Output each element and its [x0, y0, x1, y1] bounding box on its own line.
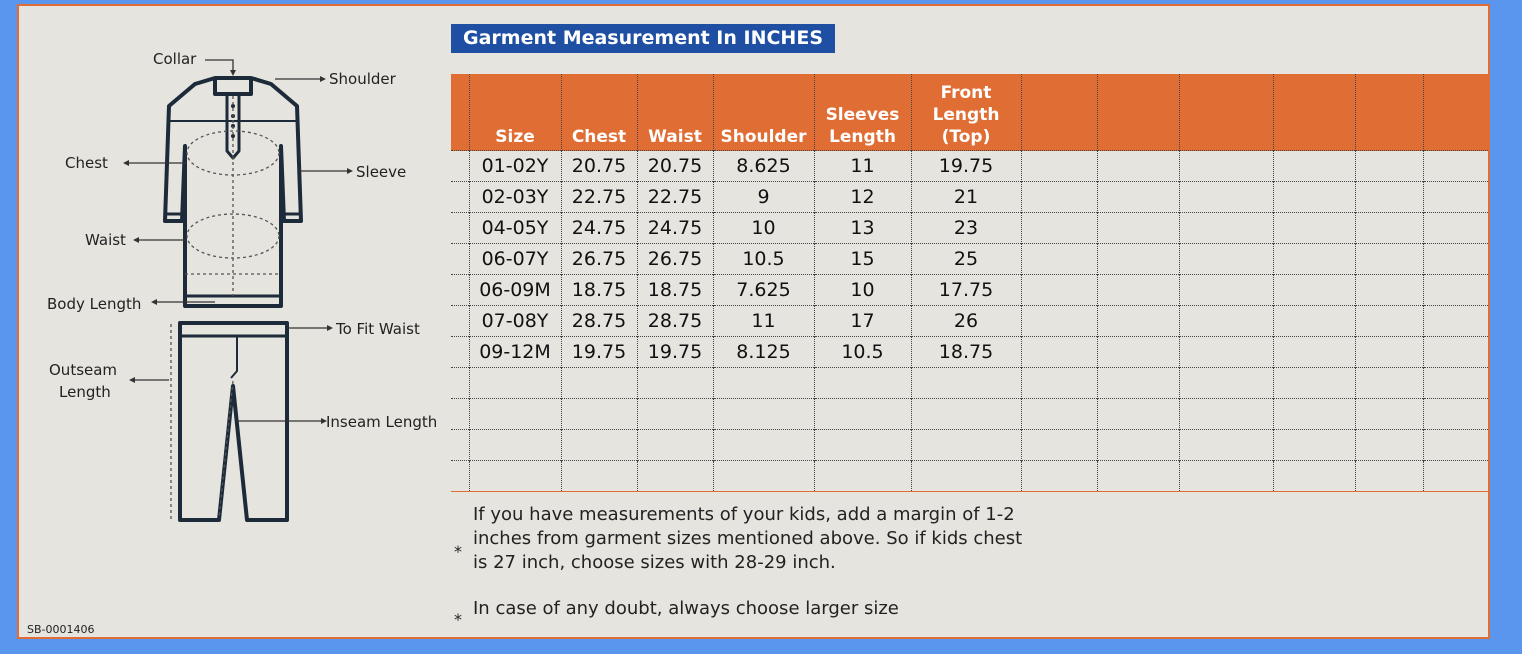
- table-cell: [814, 368, 911, 399]
- table-row: [451, 368, 1488, 399]
- garment-diagram: [19, 6, 469, 637]
- table-cell: [1179, 399, 1273, 430]
- table-row: [451, 182, 1488, 213]
- table-cell: 10: [814, 275, 911, 306]
- table-cell: [1355, 213, 1423, 244]
- table-cell: 06-07Y: [469, 244, 561, 275]
- table-cell: [561, 430, 637, 461]
- table-cell: [713, 368, 814, 399]
- table-cell: 28.75: [637, 306, 713, 337]
- collar-label: Collar: [153, 50, 197, 68]
- table-cell: [1423, 213, 1488, 244]
- header-cell: Front Length (Top): [911, 74, 1021, 151]
- table-cell: [451, 244, 469, 275]
- table-cell: [1355, 151, 1423, 182]
- table-cell: [1097, 244, 1179, 275]
- table-cell: [1021, 244, 1097, 275]
- table-cell: [1179, 244, 1273, 275]
- table-cell: [451, 213, 469, 244]
- note-margin-advice: If you have measurements of your kids, add a margin of 1-2 inches from garment sizes mentioned above. So if kids chest is 27 inch, choose sizes with 28-29 inch.: [473, 504, 1023, 573]
- table-cell: 23: [911, 213, 1021, 244]
- table-cell: [1423, 399, 1488, 430]
- table-cell: 21: [911, 182, 1021, 213]
- table-cell: [713, 461, 814, 492]
- table-cell: [637, 430, 713, 461]
- table-cell: [1355, 337, 1423, 368]
- table-cell: [1423, 275, 1488, 306]
- table-cell: [1273, 182, 1355, 213]
- body-length-label: Body Length: [47, 295, 142, 313]
- note-bullet: *: [454, 542, 462, 561]
- table-cell: [1273, 244, 1355, 275]
- table-row: [451, 306, 1488, 337]
- table-cell: [1273, 399, 1355, 430]
- table-cell: [451, 182, 469, 213]
- table-cell: [1097, 461, 1179, 492]
- table-cell: 12: [814, 182, 911, 213]
- table-cell: 10.5: [713, 244, 814, 275]
- table-header-row: [451, 74, 1488, 151]
- table-cell: [1097, 275, 1179, 306]
- table-cell: [469, 461, 561, 492]
- table-cell: [561, 461, 637, 492]
- header-cell: [1097, 74, 1179, 151]
- table-cell: 24.75: [637, 213, 713, 244]
- table-cell: 10: [713, 213, 814, 244]
- waist-label: Waist: [85, 231, 126, 249]
- table-cell: [1423, 182, 1488, 213]
- table-cell: [1021, 182, 1097, 213]
- table-cell: [1179, 275, 1273, 306]
- table-row: [451, 337, 1488, 368]
- header-cell: [1021, 74, 1097, 151]
- table-cell: [1423, 461, 1488, 492]
- shoulder-label: Shoulder: [329, 70, 396, 88]
- table-cell: 26.75: [561, 244, 637, 275]
- table-cell: [1021, 430, 1097, 461]
- table-cell: [1355, 306, 1423, 337]
- table-cell: 04-05Y: [469, 213, 561, 244]
- table-cell: 19.75: [561, 337, 637, 368]
- table-cell: 10.5: [814, 337, 911, 368]
- table-cell: [1273, 430, 1355, 461]
- table-cell: [469, 399, 561, 430]
- table-cell: [451, 430, 469, 461]
- measurement-table: [451, 74, 1488, 492]
- table-cell: [1273, 275, 1355, 306]
- note-larger-size: In case of any doubt, always choose larger size: [473, 598, 899, 619]
- table-cell: [713, 399, 814, 430]
- table-cell: [1179, 337, 1273, 368]
- table-cell: [1273, 461, 1355, 492]
- table-cell: 7.625: [713, 275, 814, 306]
- header-cell: [1179, 74, 1273, 151]
- table-row: [451, 151, 1488, 182]
- table-cell: [1097, 368, 1179, 399]
- table-cell: 9: [713, 182, 814, 213]
- table-cell: [1021, 306, 1097, 337]
- table-cell: [1273, 213, 1355, 244]
- table-cell: [451, 275, 469, 306]
- table-cell: [637, 368, 713, 399]
- table-cell: [1021, 275, 1097, 306]
- table-cell: [1355, 182, 1423, 213]
- table-cell: [451, 306, 469, 337]
- table-cell: 24.75: [561, 213, 637, 244]
- table-cell: [814, 399, 911, 430]
- table-cell: [1355, 430, 1423, 461]
- header-cell: [1273, 74, 1355, 151]
- table-cell: 8.625: [713, 151, 814, 182]
- table-cell: 26.75: [637, 244, 713, 275]
- table-cell: [1179, 213, 1273, 244]
- table-row: [451, 461, 1488, 492]
- table-cell: [1179, 461, 1273, 492]
- table-cell: 22.75: [637, 182, 713, 213]
- header-cell: Size: [469, 74, 561, 151]
- table-cell: [451, 461, 469, 492]
- table-cell: [1273, 368, 1355, 399]
- table-cell: [1423, 430, 1488, 461]
- header-cell: [451, 74, 469, 151]
- to-fit-waist-label: To Fit Waist: [336, 320, 420, 338]
- table-cell: 13: [814, 213, 911, 244]
- table-cell: [1273, 306, 1355, 337]
- table-cell: [451, 337, 469, 368]
- header-cell: Sleeves Length: [814, 74, 911, 151]
- table-cell: [1097, 151, 1179, 182]
- table-cell: [1273, 337, 1355, 368]
- table-row: [451, 275, 1488, 306]
- table-row: [451, 399, 1488, 430]
- table-cell: 11: [814, 151, 911, 182]
- table-row: [451, 213, 1488, 244]
- outseam-label-line1: Outseam: [49, 361, 118, 379]
- table-cell: [1021, 461, 1097, 492]
- table-cell: [1179, 430, 1273, 461]
- table-cell: [1179, 368, 1273, 399]
- note-bullet: *: [454, 610, 462, 629]
- table-cell: [1097, 337, 1179, 368]
- chest-label: Chest: [65, 154, 108, 172]
- chart-title: Garment Measurement In INCHES: [451, 24, 835, 53]
- table-cell: 07-08Y: [469, 306, 561, 337]
- table-cell: 22.75: [561, 182, 637, 213]
- table-cell: [1021, 399, 1097, 430]
- table-cell: 09-12M: [469, 337, 561, 368]
- header-cell: Shoulder: [713, 74, 814, 151]
- table-cell: [1021, 151, 1097, 182]
- table-cell: 28.75: [561, 306, 637, 337]
- table-cell: 19.75: [637, 337, 713, 368]
- table-cell: [1097, 213, 1179, 244]
- table-cell: 19.75: [911, 151, 1021, 182]
- measurement-table-wrap: [451, 74, 1488, 492]
- table-cell: [451, 399, 469, 430]
- table-cell: [469, 368, 561, 399]
- size-chart-card: [17, 4, 1490, 639]
- table-cell: [1097, 399, 1179, 430]
- header-cell: [1355, 74, 1423, 151]
- table-cell: [911, 430, 1021, 461]
- table-cell: 20.75: [561, 151, 637, 182]
- table-cell: [1355, 275, 1423, 306]
- table-cell: [451, 368, 469, 399]
- header-cell: Chest: [561, 74, 637, 151]
- table-cell: [713, 430, 814, 461]
- table-cell: 18.75: [637, 275, 713, 306]
- table-cell: [1423, 368, 1488, 399]
- table-cell: [814, 430, 911, 461]
- table-cell: [1179, 182, 1273, 213]
- table-cell: 02-03Y: [469, 182, 561, 213]
- table-cell: [1021, 368, 1097, 399]
- table-cell: [814, 461, 911, 492]
- table-cell: 15: [814, 244, 911, 275]
- table-cell: [1021, 337, 1097, 368]
- table-cell: [911, 399, 1021, 430]
- table-cell: 17.75: [911, 275, 1021, 306]
- table-cell: [1097, 430, 1179, 461]
- table-cell: 06-09M: [469, 275, 561, 306]
- header-cell: [1423, 74, 1488, 151]
- table-cell: [1355, 244, 1423, 275]
- table-cell: [911, 368, 1021, 399]
- table-cell: [469, 430, 561, 461]
- table-cell: [1423, 306, 1488, 337]
- header-cell: Waist: [637, 74, 713, 151]
- table-cell: 11: [713, 306, 814, 337]
- table-cell: [561, 399, 637, 430]
- table-row: [451, 430, 1488, 461]
- table-cell: 18.75: [561, 275, 637, 306]
- table-cell: [1097, 306, 1179, 337]
- table-cell: [1423, 244, 1488, 275]
- table-cell: 17: [814, 306, 911, 337]
- table-cell: [1423, 337, 1488, 368]
- table-cell: [1179, 151, 1273, 182]
- table-cell: [1355, 368, 1423, 399]
- outseam-label-line2: Length: [59, 383, 111, 401]
- table-cell: [911, 461, 1021, 492]
- inseam-length-label: Inseam Length: [326, 413, 438, 431]
- table-row: [451, 244, 1488, 275]
- table-cell: [1273, 151, 1355, 182]
- table-cell: [1355, 399, 1423, 430]
- table-cell: [451, 151, 469, 182]
- table-cell: [1021, 213, 1097, 244]
- product-code: SB-0001406: [27, 623, 95, 636]
- table-cell: [637, 461, 713, 492]
- table-cell: [561, 368, 637, 399]
- table-cell: 01-02Y: [469, 151, 561, 182]
- table-cell: 25: [911, 244, 1021, 275]
- table-cell: [1097, 182, 1179, 213]
- table-cell: 18.75: [911, 337, 1021, 368]
- sleeve-label: Sleeve: [356, 163, 407, 181]
- table-cell: [637, 399, 713, 430]
- table-cell: 20.75: [637, 151, 713, 182]
- table-cell: 8.125: [713, 337, 814, 368]
- table-cell: [1179, 306, 1273, 337]
- table-cell: [1423, 151, 1488, 182]
- table-cell: [1355, 461, 1423, 492]
- table-cell: 26: [911, 306, 1021, 337]
